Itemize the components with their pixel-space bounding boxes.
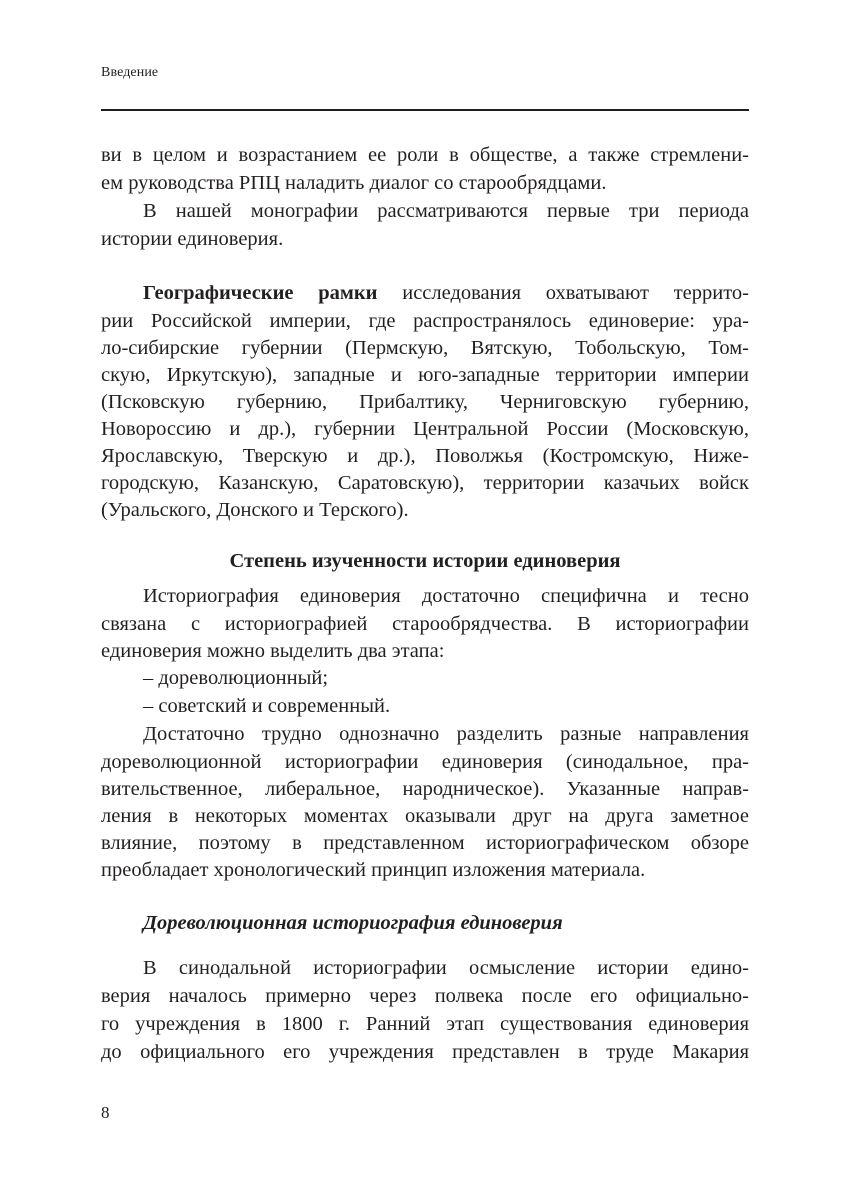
list-item: – дореволюционный;: [143, 667, 329, 689]
text-line: В нашей монографии рассматриваются первые три периода: [143, 200, 749, 222]
text-line: ви в целом и возрастанием ее роли в обществе, а также стремлени-: [101, 144, 749, 166]
text-line: Историография единоверия достаточно специфична и тесно: [143, 585, 749, 607]
text-line: ем руководства РПЦ наладить диалог со старообрядцами.: [101, 172, 607, 194]
text-line: до официального его учреждения представлен в труде Макария: [101, 1041, 749, 1063]
text-line: (Уральского, Донского и Терского).: [101, 499, 409, 521]
list-item: – советский и современный.: [143, 695, 391, 717]
text-line: скую, Иркутскую), западные и юго-западные территории империи: [101, 364, 749, 386]
text-line: Достаточно трудно однозначно разделить разные направления: [143, 723, 749, 745]
text-line: рии Российской империи, где распространялось единоверие: ура-: [101, 310, 749, 332]
text-line: Ярославскую, Тверскую и др.), Поволжья (Костромскую, Ниже-: [101, 445, 749, 467]
text-line: связана с историографией старообрядчества. В историографии: [101, 613, 749, 635]
text-line: преобладает хронологический принцип изложения материала.: [101, 859, 646, 881]
text-line: (Псковскую губернию, Прибалтику, Черниговскую губернию,: [101, 391, 749, 413]
text-line: влияние, поэтому в представленном историографическом обзоре: [101, 832, 749, 854]
text-line: дореволюционной историографии единоверия (синодальное, пра-: [101, 751, 749, 773]
text-line: го учреждения в 1800 г. Ранний этап существования единоверия: [101, 1013, 749, 1035]
page-number: 8: [101, 1103, 110, 1122]
text-line: Новороссию и др.), губернии Центральной России (Московскую,: [101, 418, 749, 440]
text-line: [143, 280, 749, 306]
header-rule: [101, 109, 749, 111]
subheading: Дореволюционная историография единоверия: [143, 912, 563, 934]
text-line: единоверия можно выделить два этапа:: [101, 640, 445, 662]
text-line: ления в некоторых моментах оказывали друг на друга заметное: [101, 805, 749, 827]
text-line: В синодальной историографии осмысление истории едино-: [143, 957, 749, 979]
running-head: Введение: [101, 65, 159, 80]
geo-first-rest: исследования охватывают террито-: [377, 282, 749, 304]
geo-bold-lead: Географические рамки: [143, 282, 378, 304]
section-heading: Степень изученности истории единоверия: [229, 550, 621, 572]
text-line: истории единоверия.: [101, 228, 284, 250]
text-line: городскую, Казанскую, Саратовскую), территории казачьих войск: [101, 472, 749, 494]
text-line: ло-сибирские губернии (Пермскую, Вятскую, Тобольскую, Том-: [101, 337, 749, 359]
text-line: верия началось примерно через полвека после его официально-: [101, 985, 749, 1007]
text-line: вительственное, либеральное, народническое). Указанные направ-: [101, 778, 749, 800]
